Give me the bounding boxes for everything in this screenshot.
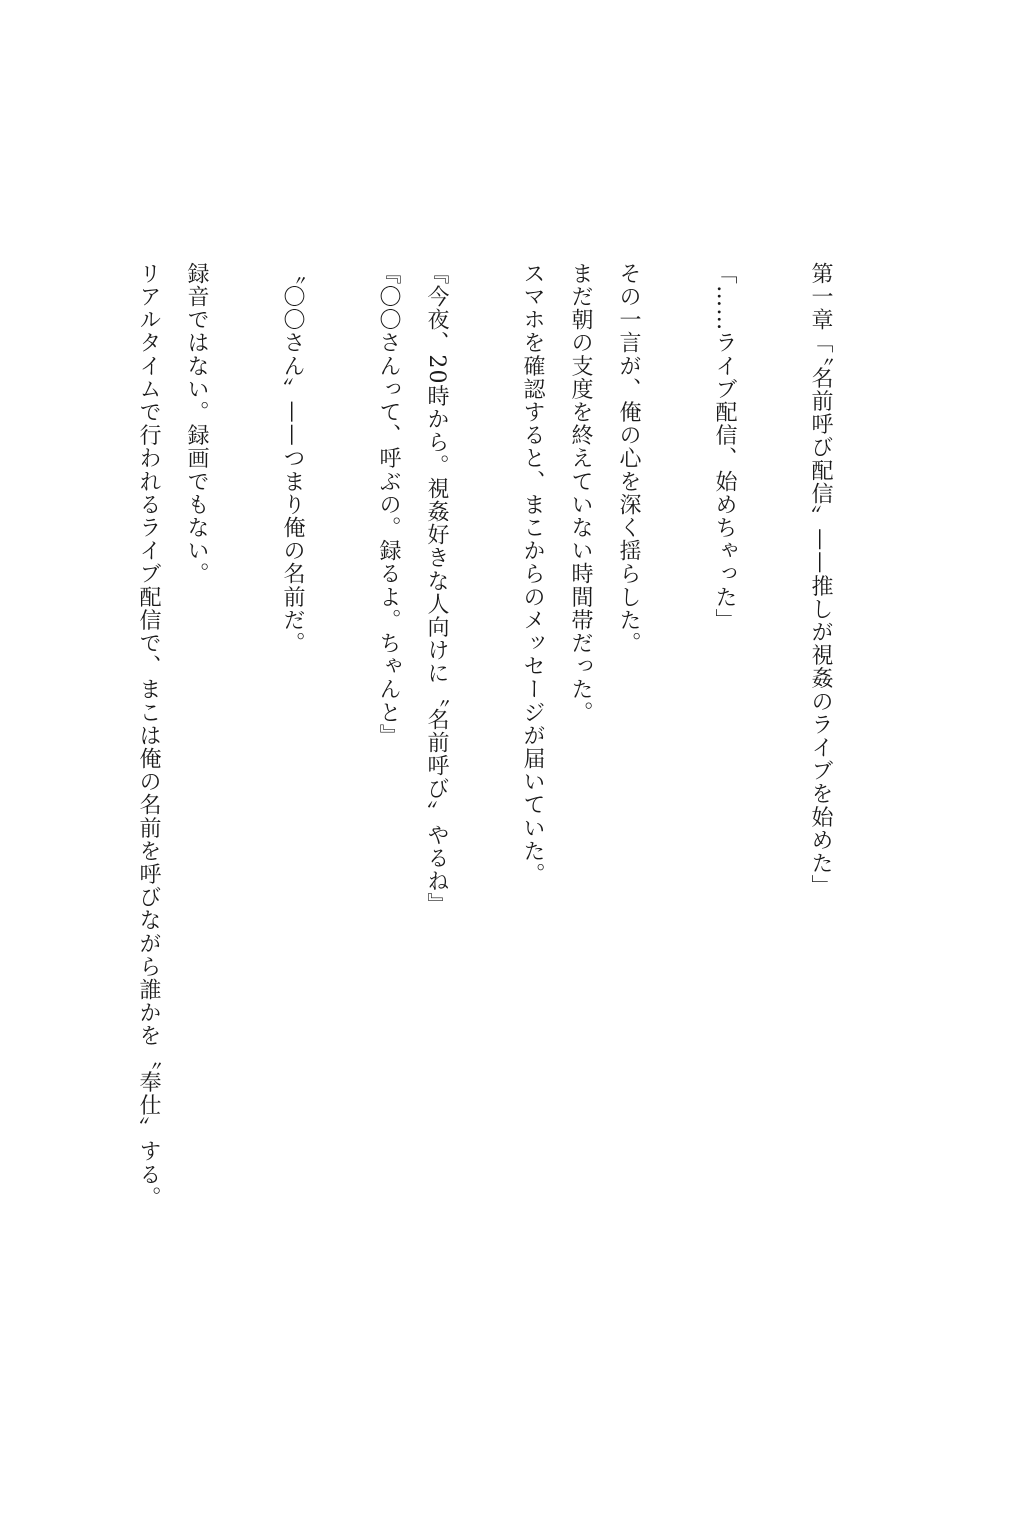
paragraph-spacer xyxy=(460,262,508,1262)
paragraph-spacer xyxy=(652,262,700,1262)
chapter-title: 第一章「〝名前呼び配信〟——推しが視姦のライブを始めた」 xyxy=(808,262,833,898)
paragraph-spacer xyxy=(316,262,364,1262)
message-line: 『今夜、20時から。視姦好きな人向けに〝名前呼び〟やるね』 xyxy=(424,262,449,916)
narration-line: 録音ではない。録画でもない。 xyxy=(184,262,209,586)
narration-line: まだ朝の支度を終えていない時間帯だった。 xyxy=(568,262,593,724)
narration-line: 〝〇〇さん〟——つまり俺の名前だ。 xyxy=(280,262,305,655)
dialogue-line: 「……ライブ配信、始めちゃった」 xyxy=(712,262,737,632)
paragraph-spacer xyxy=(748,262,796,1262)
paragraph-spacer xyxy=(220,262,268,1262)
vertical-text-body xyxy=(124,262,844,1262)
message-line: 『〇〇さんって、呼ぶの。録るよ。ちゃんと』 xyxy=(376,262,401,748)
narration-line: その一言が、俺の心を深く揺らした。 xyxy=(616,262,641,655)
narration-line: スマホを確認すると、まこからのメッセージが届いていた。 xyxy=(520,262,545,886)
narration-line: リアルタイムで行われるライブ配信で、まこは俺の名前を呼びながら誰かを〝奉仕〟する。 xyxy=(136,262,161,1210)
